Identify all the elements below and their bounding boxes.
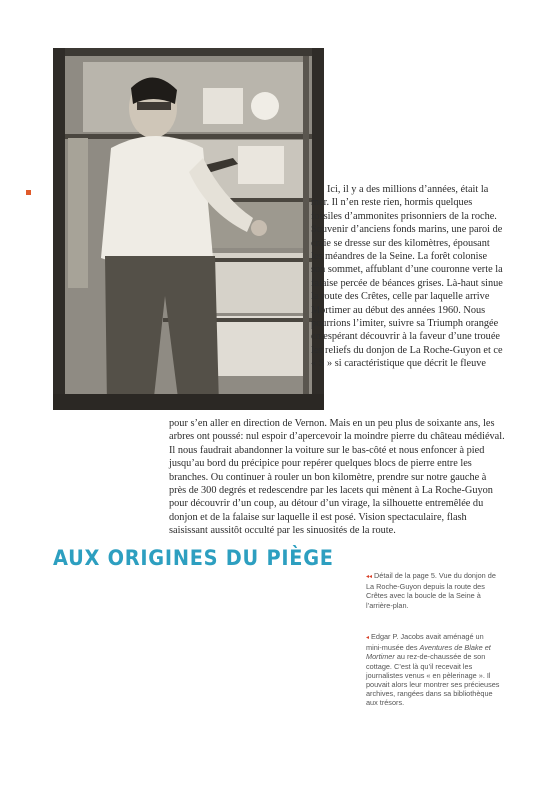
caption-arrows: ◂ bbox=[366, 635, 370, 641]
caption-title-italic: Aventures de Blake et Mortimer bbox=[366, 643, 491, 662]
caption-jacobs bbox=[366, 632, 501, 708]
caption-text: Détail de la page 5. Vue du donjon de La Roche-Guyon depuis la route des Crêtes avec la boucle de la Seine à l’arrière-plan. bbox=[366, 571, 496, 610]
caption-text-start: Edgar P. Jacobs avait aménagé un mini-musée des bbox=[366, 632, 484, 653]
section-heading: AUX ORIGINES DU PIÈGE bbox=[53, 546, 334, 570]
body-paragraph-full: pour s’en aller en direction de Vernon. Mais en un peu plus de soixante ans, les arbres ont poussé: nul espoir d’apercevoir la moindre pierre du château médiéval. Il nous faudrait abandonner la voiture sur le bas-côté et nous enfoncer à pied jusqu’au bord du précipice pour repérer quelques blocs de pierre entre les branches. Ou continuer à rouler un bon kilomètre, prendre sur notre gauche à près de 300 degrés et redescendre par les lacets qui mènent à La Roche-Guyon pour découvrir d’un coup, au détour d’un virage, la silhouette entremêlée du donjon et de la falaise sur laquelle il est posé. Vision spectaculaire, flash saisissant aussitôt occulté par les sinuosités de la route. bbox=[169, 418, 505, 537]
caption-text-end: au rez-de-chaussée de son cottage. C’est là qu’il recevait les journalistes venus « en pèlerinage ». Il pouvait alors leur montrer ses précieuses archives, rangées dans sa bibliothèque aux trésors. bbox=[366, 652, 500, 708]
photo-illustration bbox=[53, 48, 324, 410]
archive-photo bbox=[53, 48, 324, 410]
body-paragraph-right: Ici, il y a des millions d’années, était la mer. Il n’en reste rien, hormis quelques fossiles d’ammonites prisonniers de la roche. Souvenir d’anciens fonds marins, une paroi de craie se dresse sur des kilomètres, épousant les méandres de la Seine. La forêt colonise son sommet, affublant d’une couronne verte la falaise percée de béances grises. Là-haut sinue la route des Crêtes, celle par laquelle arrive Mortimer au début des années 1960. Nous pourrions l’imiter, suivre sa Triumph orangée en espérant découvrir à la faveur d’une trouée les reliefs du donjon de La Roche-Guyon et ce « S » si caractéristique que décrit le fleuve bbox=[311, 184, 503, 370]
section-marker bbox=[26, 190, 31, 195]
caption-donjon bbox=[366, 571, 501, 610]
caption-arrows: ◂◂ bbox=[366, 574, 373, 580]
